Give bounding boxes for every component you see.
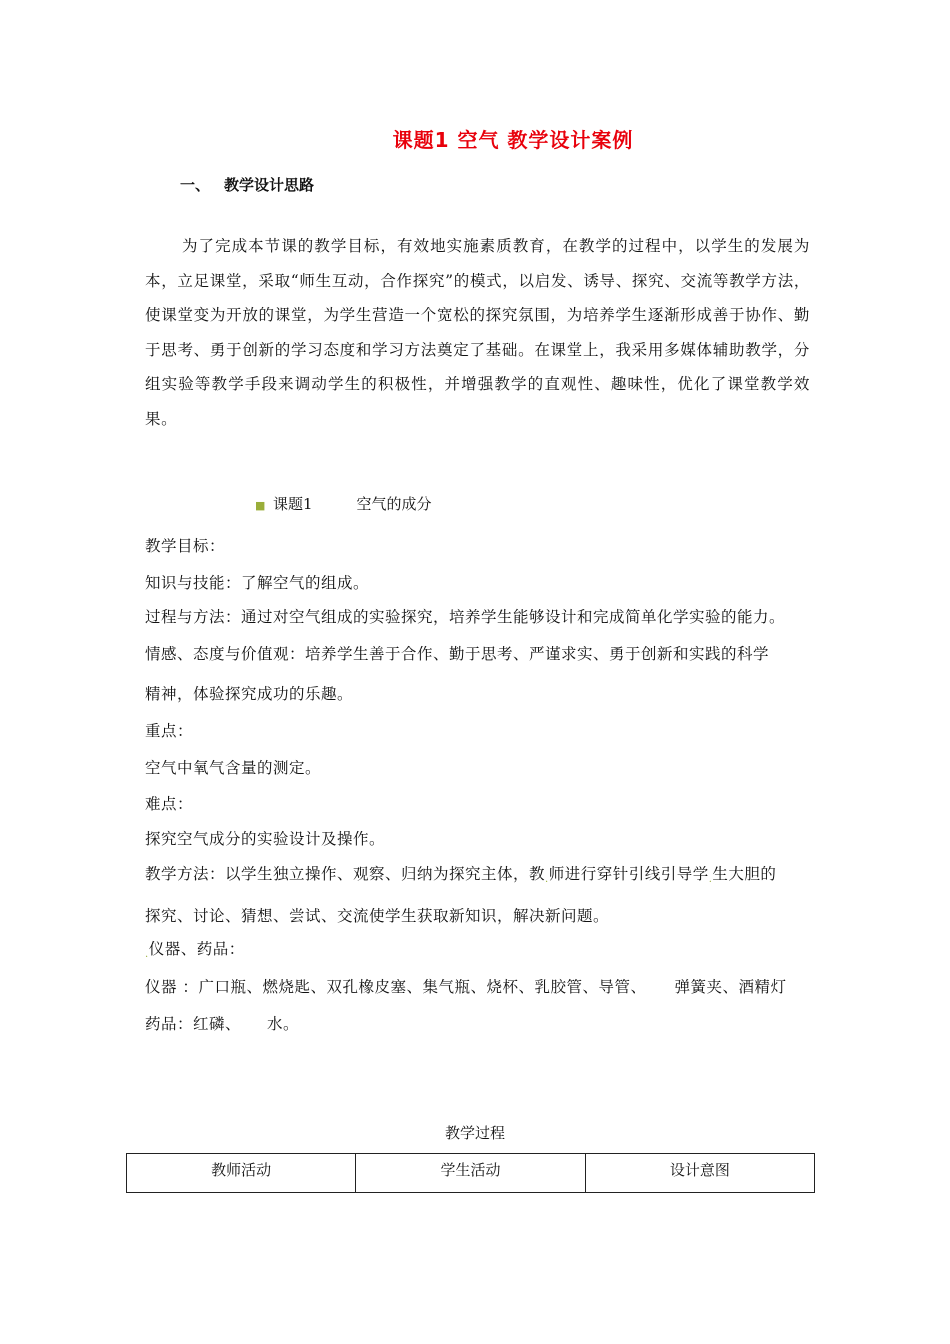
scan-mark: . (708, 874, 713, 885)
method-text-b: 师进行穿针引线引导学 (548, 865, 709, 883)
reagent-2: 水。 (267, 1015, 300, 1033)
section-heading (180, 174, 314, 195)
table-header-row (127, 1154, 815, 1193)
method-text-c: 生大胆的 (712, 865, 777, 883)
scan-mark: . (145, 949, 149, 960)
bullet-marker: ■ (255, 499, 266, 512)
document-title: 课题1 空气 教学设计案例 (392, 128, 634, 152)
teaching-method-line-1 (145, 862, 776, 884)
intro-paragraph: 为了完成本节课的教学目标，有效地实施素质教育，在教学的过程中，以学生的发展为本，立足课堂，采取“师生互动，合作探究”的模式，以启发、诱导、探究、交流等教学方法，使课堂变为开放的课堂，为学生营造一个宽松的探究氛围，为培养学生逐渐形成善于协作、勤于思考、勇于创新的学习态度和学习方法奠定了基础。在课堂上，我采用多媒体辅助教学，分组实验等教学手段来调动学生的积极性，并增强教学的直观性、趣味性，优化了课堂教学效果。 (145, 237, 810, 428)
emotion-line-2: 精神，体验探究成功的乐趣。 (145, 685, 354, 703)
equipment-heading-text: 仪器、药品： (148, 940, 245, 958)
equipment-heading (145, 937, 245, 959)
key-label: 重点： (145, 722, 194, 740)
table-header-cell: 设计意图 (585, 1154, 814, 1193)
subtopic-heading (255, 493, 432, 514)
key-point: 空气中氧气含量的测定。 (145, 759, 322, 777)
knowledge-skills: 知识与技能：了解空气的组成。 (145, 574, 370, 592)
instruments-label: 仪器 ： (145, 978, 199, 996)
section-number: 一、 (180, 176, 211, 194)
table-header-cell: 教师活动 (127, 1154, 356, 1193)
emotion-line-1: 情感、态度与价值观：培养学生善于合作、勤于思考、严谨求实、勇于创新和实践的科学 (145, 645, 770, 663)
process-title: 教学过程 (444, 1124, 505, 1142)
reagents-label: 药品： (145, 1015, 194, 1033)
table-header-cell: 学生活动 (356, 1154, 585, 1193)
instruments-list-a: 广口瓶、燃烧匙、双孔橡皮塞、集气瓶、烧杯、乳胶管、导管、 (198, 978, 647, 996)
scan-mark: . (545, 874, 549, 885)
process-method: 过程与方法：通过对空气组成的实验探究，培养学生能够设计和完成简单化学实验的能力。 (145, 608, 786, 626)
instruments-list-b: 弹簧夹、酒精灯 (674, 978, 787, 996)
difficult-point: 探究空气成分的实验设计及操作。 (145, 830, 386, 848)
teaching-method-line-2: 探究、讨论、猜想、尝试、交流使学生获取新知识，解决新问题。 (145, 907, 610, 925)
reagents-line (145, 1012, 299, 1034)
objectives-label: 教学目标： (145, 537, 226, 555)
method-text-a: 教学方法：以学生独立操作、观察、归纳为探究主体，教 (145, 865, 546, 883)
instruments-line (145, 975, 786, 997)
subtopic-label: 课题1 (273, 495, 313, 513)
section-title: 教学设计思路 (224, 176, 315, 194)
process-table (126, 1153, 815, 1193)
difficult-label: 难点： (145, 795, 194, 813)
reagent-1: 红磷、 (193, 1015, 242, 1033)
subtopic-name: 空气的成分 (356, 495, 432, 513)
